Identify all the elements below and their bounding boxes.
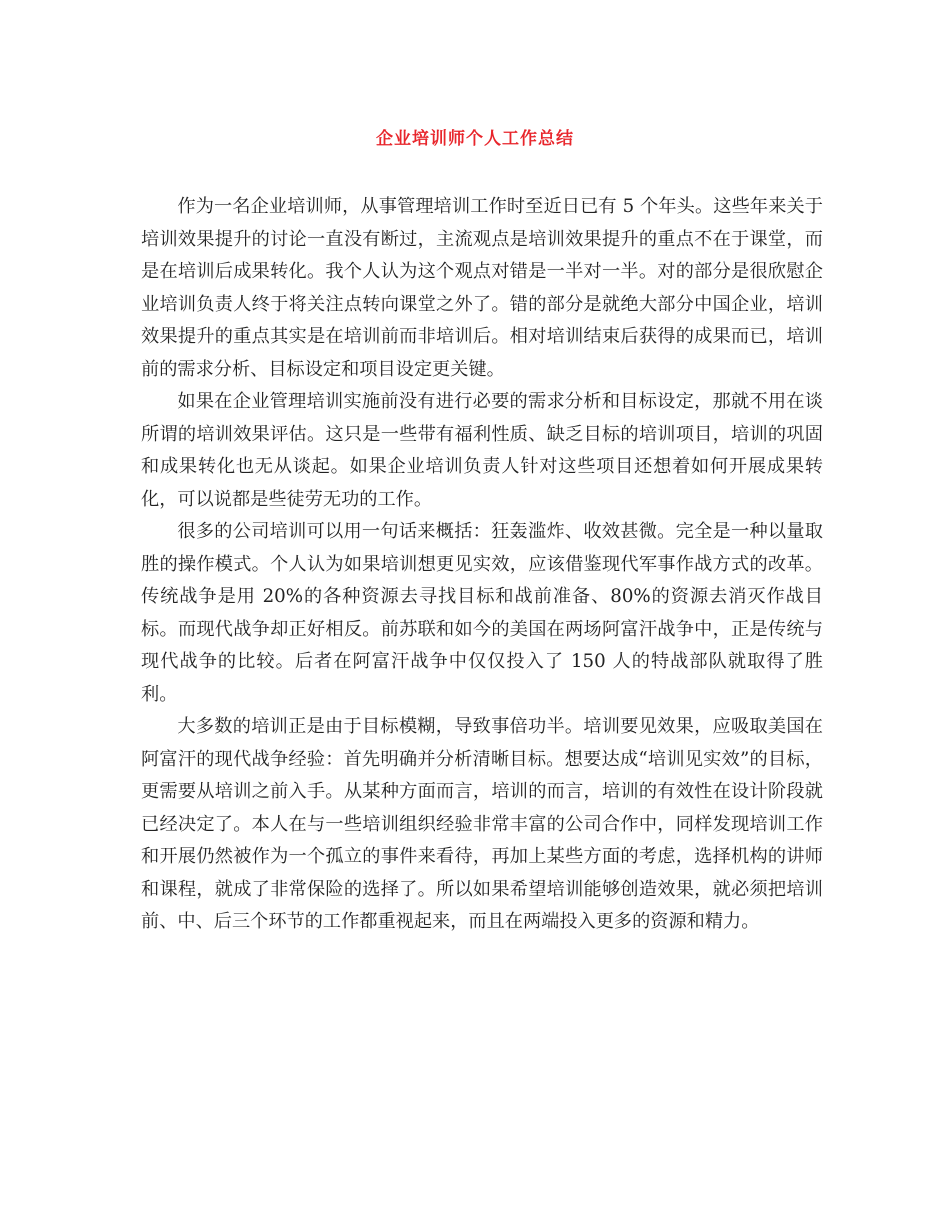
document-body bbox=[141, 191, 823, 939]
document-title: 企业培训师个人工作总结 bbox=[376, 129, 574, 149]
paragraph-3: 很多的公司培训可以用一句话来概括：狂轰滥炸、收效甚微。完全是一种以量取胜的操作模式。个人认为如果培训想更见实效，应该借鉴现代军事作战方式的改革。传统战争是用 20%的各种资源去寻找目标和战前准备、80%的资源去消灭作战目标。而现代战争却正好相反。前苏联和如今的美国在两场阿富汗战争中，正是传统与现代战争的比较。后者在阿富汗战争中仅仅投入了 150 人的特战部队就取得了胜利。 bbox=[141, 521, 823, 705]
paragraph-2: 如果在企业管理培训实施前没有进行必要的需求分析和目标设定，那就不用在谈所谓的培训效果评估。这只是一些带有福利性质、缺乏目标的培训项目，培训的巩固和成果转化也无从谈起。如果企业培训负责人针对这些项目还想着如何开展成果转化，可以说都是些徒劳无功的工作。 bbox=[141, 391, 823, 510]
paragraph-1: 作为一名企业培训师，从事管理培训工作时至近日已有 5 个年头。这些年来关于培训效果提升的讨论一直没有断过，主流观点是培训效果提升的重点不在于课堂，而是在培训后成果转化。我个人认为这个观点对错是一半对一半。对的部分是很欣慰企业培训负责人终于将关注点转向课堂之外了。错的部分是就绝大部分中国企业，培训效果提升的重点其实是在培训前而非培训后。相对培训结束后获得的成果而已，培训前的需求分析、目标设定和项目设定更关键。 bbox=[141, 196, 823, 380]
paragraph-4: 大多数的培训正是由于目标模糊，导致事倍功半。培训要见效果，应吸取美国在阿富汗的现代战争经验：首先明确并分析清晰目标。想要达成“培训见实效”的目标，更需要从培训之前入手。从某种方面而言，培训的而言，培训的有效性在设计阶段就已经决定了。本人在与一些培训组织经验非常丰富的公司合作中，同样发现培训工作和开展仍然被作为一个孤立的事件来看待，再加上某些方面的考虑，选择机构的讲师和课程，就成了非常保险的选择了。所以如果希望培训能够创造效果，就必须把培训前、中、后三个环节的工作都重视起来，而且在两端投入更多的资源和精力。 bbox=[141, 716, 823, 932]
